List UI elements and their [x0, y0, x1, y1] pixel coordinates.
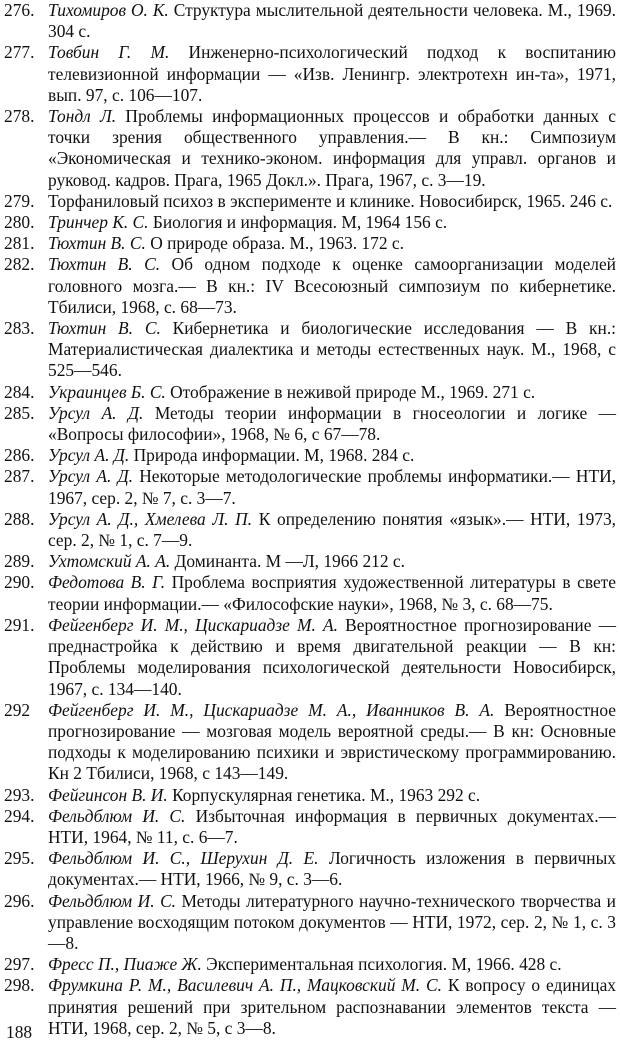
reference-entry: [4, 212, 616, 233]
reference-entry: [4, 42, 616, 106]
reference-text: Экспериментальная психология. М, 1966. 428 с.: [206, 954, 562, 975]
reference-text: Логичность изложения в первичных документах.— НТИ, 1966, № 9, с. 3—6.: [48, 848, 616, 890]
reference-text: Методы теории информации в гносеологии и логике — «Вопросы философии», 1968, № 6, с 67—78.: [48, 402, 616, 445]
reference-text: Проблемы информационных процессов и обработки данных с точки зрения общественного управления.— В кн.: Симпозиум «Экономическая и технико-эконом. информация для управл. органов и руковод. кадров. Прага, 1965 Докл.». Прага, 1967, с. 3—19.: [48, 106, 616, 190]
reference-number: 296.: [4, 890, 35, 911]
reference-text: Отображение в неживой природе М., 1969. 271 с.: [170, 381, 536, 402]
reference-author: Фейгинсон В. И.: [48, 784, 168, 805]
reference-author: Товбин Г. М.: [48, 42, 170, 63]
reference-author: Урсул А. Д.: [48, 466, 133, 487]
reference-number: 287.: [4, 466, 35, 487]
reference-entry: [4, 106, 616, 191]
reference-number: 285.: [4, 402, 35, 423]
reference-text: Методы литературного научно-технического творчества и управление восходящим потоком документов — НТИ, 1972, сер. 2, № 1, с. 3—8.: [48, 890, 616, 953]
reference-text: Доминанта. М —Л, 1966 212 с.: [174, 551, 405, 572]
reference-author: Фейгенберг И. М., Цискариадзе М. А., Иванников В. А.: [48, 699, 495, 720]
reference-entry: [4, 445, 616, 466]
reference-number: 293.: [4, 784, 35, 805]
reference-number: 292: [4, 699, 31, 720]
reference-entry: [4, 191, 616, 212]
reference-number: 295.: [4, 848, 35, 869]
reference-entry: [4, 466, 616, 508]
reference-text: Структура мыслительной деятельности человека. М., 1969. 304 с.: [48, 0, 616, 42]
reference-entry: [4, 700, 616, 785]
reference-text: Проблема восприятия художественной литературы в свете теории информации.— «Философские науки», 1968, № 3, с. 68—75.: [48, 572, 616, 614]
reference-text: К вопросу о единицах принятия решений при зрительном распознавании элементов текста — НТИ, 1968, сер. 2, № 5, с 3—8.: [48, 975, 616, 1038]
reference-author: Урсул А. Д., Хмелева Л. П.: [48, 508, 253, 529]
reference-entry: [4, 572, 616, 614]
reference-author: Тондл Л.: [48, 106, 117, 127]
reference-text: Природа информации. М, 1968. 284 с.: [133, 445, 415, 466]
reference-number: 284.: [4, 381, 35, 402]
reference-number: 278.: [4, 106, 35, 127]
reference-entry: [4, 318, 616, 382]
reference-entry: [4, 954, 616, 975]
reference-text: Инженерно-психологический подход к воспитанию телевизионной информации — «Изв. Ленингр. электротехн ин-та», 1971, вып. 97, с. 106—107.: [48, 42, 616, 105]
page-number: 188: [6, 1022, 33, 1042]
reference-entry: [4, 615, 616, 700]
reference-text: Вероятностное прогнозирование — преднастройка к действию и время двигательной реакции — В кн: Проблемы моделирования психологической деятельности Новосибирск, 1967, с. 134—140.: [48, 614, 616, 699]
reference-text: Корпускулярная генетика. М., 1963 292 с.: [172, 784, 481, 805]
reference-number: 291.: [4, 614, 35, 635]
reference-number: 290.: [4, 572, 35, 593]
reference-author: Урсул А. Д.: [48, 402, 144, 423]
reference-entry: [4, 509, 616, 551]
reference-number: 298.: [4, 975, 35, 996]
reference-number: 279.: [4, 190, 35, 211]
reference-number: 282.: [4, 254, 35, 275]
reference-entry: [4, 382, 616, 403]
reference-text: Биология и информация. М, 1964 156 с.: [152, 212, 448, 233]
reference-number: 288.: [4, 508, 35, 529]
reference-entry: [4, 551, 616, 572]
reference-author: Фельдблюм И. С.: [48, 805, 186, 826]
reference-text: Об одном подходе к оценке самоорганизации моделей головного мозга.— В кн.: IV Всесоюзный симпозиум по кибернетике. Тбилиси, 1968, с. 68—73.: [48, 254, 616, 317]
reference-author: Тюхтин В. С.: [48, 233, 146, 254]
reference-author: Тихомиров О. К.: [48, 0, 169, 20]
reference-text: Торфаниловый психоз в эксперименте и клинике. Новосибирск, 1965. 246 с.: [48, 190, 613, 211]
reference-number: 283.: [4, 318, 35, 339]
reference-entry: [4, 785, 616, 806]
reference-text: Кибернетика и биологические исследования — В кн.: Материалистическая диалектика и методы естественных наук. М., 1968, с 525—546.: [48, 318, 616, 381]
reference-author: Фейгенберг И. М., Цискариадзе М. А.: [48, 614, 338, 635]
reference-number: 289.: [4, 551, 35, 572]
reference-number: 286.: [4, 445, 35, 466]
reference-text: Некоторые методологические проблемы информатики.— НТИ, 1967, сер. 2, № 7, с. 3—7.: [48, 466, 616, 508]
reference-entry: [4, 806, 616, 848]
reference-entry: [4, 254, 616, 318]
reference-text: Избыточная информация в первичных документах.— НТИ, 1964, № 11, с. 6—7.: [48, 805, 616, 847]
reference-author: Фельдблюм И. С.: [48, 890, 177, 911]
reference-number: 277.: [4, 42, 35, 63]
reference-entry: [4, 0, 616, 42]
reference-author: Тринчер К. С.: [48, 212, 149, 233]
reference-list: [4, 0, 616, 1039]
reference-author: Урсул А. Д.: [48, 445, 130, 466]
reference-author: Фрумкина Р. М., Василевич А. П., Мацковский М. С.: [48, 975, 442, 996]
reference-author: Фельдблюм И. С., Шерухин Д. Е.: [48, 848, 319, 869]
reference-number: 281.: [4, 233, 35, 254]
reference-entry: [4, 233, 616, 254]
reference-author: Фресс П., Пиаже Ж.: [48, 954, 202, 975]
reference-number: 276.: [4, 0, 35, 20]
reference-text: О природе образа. М., 1963. 172 с.: [150, 233, 404, 254]
reference-entry: [4, 403, 616, 445]
reference-author: Ухтомский А. А.: [48, 551, 171, 572]
reference-entry: [4, 848, 616, 890]
reference-number: 297.: [4, 954, 35, 975]
reference-number: 280.: [4, 212, 35, 233]
reference-author: Тюхтин В. С.: [48, 254, 161, 275]
reference-entry: [4, 891, 616, 955]
reference-text: Вероятностное прогнозирование — мозговая модель вероятной среды.— В кн: Основные подходы к моделированию психики и эвристическому программированию. Кн 2 Тбилиси, 1968, с 143—149.: [48, 699, 616, 784]
reference-text: К определению понятия «язык».— НТИ, 1973, сер. 2, № 1, с. 7—9.: [48, 508, 616, 551]
reference-author: Тюхтин В. С.: [48, 318, 161, 339]
reference-number: 294.: [4, 805, 35, 826]
reference-author: Федотова В. Г.: [48, 572, 166, 593]
reference-entry: [4, 975, 616, 1039]
reference-author: Украинцев Б. С.: [48, 381, 166, 402]
